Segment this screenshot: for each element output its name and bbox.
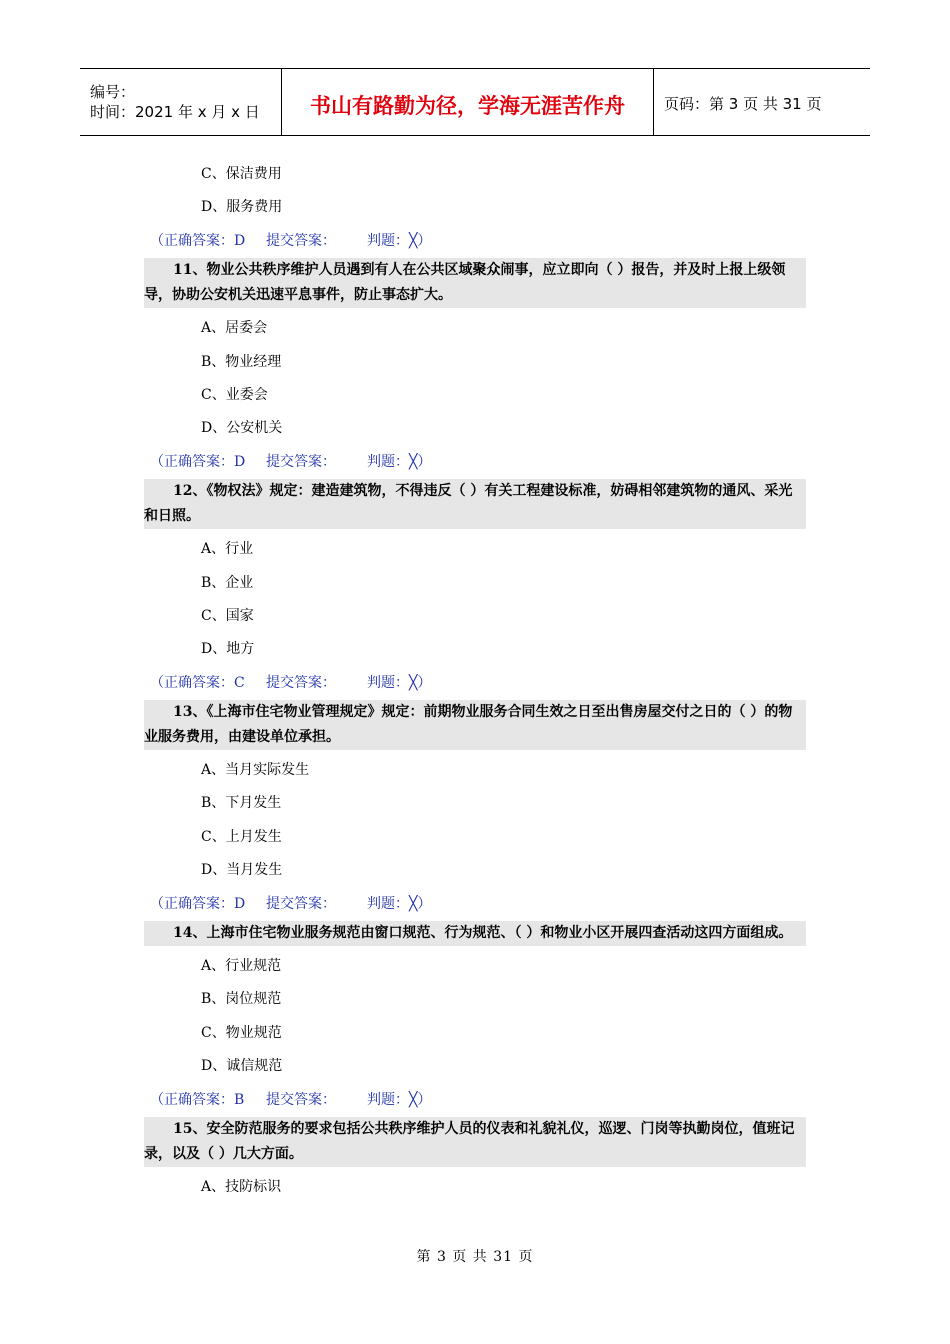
answer-option: C、业委会 [201,386,268,403]
correct-answer: （正确答案：D [150,895,246,912]
answer-option: B、物业经理 [201,353,282,370]
submitted-answer: 提交答案： [266,674,336,691]
header-motto: 书山有路勤为径，学海无涯苦作舟 [282,69,654,135]
judge-result: 判题：╳） [367,674,432,691]
submitted-answer: 提交答案： [266,895,336,912]
question-text: 14、上海市住宅物业服务规范由窗口规范、行为规范、（ ）和物业小区开展四查活动这四方面组成。 [144,921,806,946]
answer-option: A、行业 [201,541,254,558]
answer-option: D、地方 [201,641,255,658]
header-page-label: 页码：第 3 页 共 31 页 [664,94,822,113]
header-meta [80,69,282,135]
answer-option: C、物业规范 [201,1024,282,1041]
answer-result-line [144,446,806,479]
question-text: 12、《物权法》规定：建造建筑物，不得违反（ ）有关工程建设标准，妨碍相邻建筑物的通风、采光和日照。 [144,479,806,529]
correct-answer: （正确答案：C [150,674,245,691]
question-text: 11、物业公共秩序维护人员遇到有人在公共区域聚众闹事，应立即向（ ）报告，并及时上报上级领导，协助公安机关迅速平息事件，防止事态扩大。 [144,258,806,308]
submitted-answer: 提交答案： [266,453,336,470]
question-text: 13、《上海市住宅物业管理规定》规定：前期物业服务合同生效之日至出售房屋交付之日的（ ）的物业服务费用，由建设单位承担。 [144,700,806,750]
correct-answer: （正确答案：D [150,453,246,470]
time-label: 时间：2021 年 x 月 x 日 [90,103,260,121]
judge-result: 判题：╳） [367,232,432,249]
answer-option: B、企业 [201,574,254,591]
answer-option: D、诚信规范 [201,1058,283,1075]
answer-option: A、技防标识 [201,1178,282,1195]
answer-option: D、当月发生 [201,862,283,879]
judge-result: 判题：╳） [367,895,432,912]
question-list [144,158,806,1204]
answer-option: D、公安机关 [201,420,283,437]
answer-option: B、下月发生 [201,795,282,812]
answer-option: C、国家 [201,607,254,624]
correct-answer: （正确答案：D [150,232,246,249]
judge-result: 判题：╳） [367,453,432,470]
page-header [80,68,870,136]
answer-result-line [144,1084,806,1117]
answer-option: A、当月实际发生 [201,762,310,779]
answer-option: D、服务费用 [201,199,283,216]
answer-result-line [144,225,806,258]
answer-result-line [144,888,806,921]
number-label: 编号： [90,83,136,101]
submitted-answer: 提交答案： [266,232,336,249]
answer-option: B、岗位规范 [201,991,282,1008]
submitted-answer: 提交答案： [266,1091,336,1108]
answer-option: C、保洁费用 [201,166,282,182]
answer-option: A、行业规范 [201,958,282,975]
answer-option: C、上月发生 [201,828,282,845]
correct-answer: （正确答案：B [150,1091,245,1108]
judge-result: 判题：╳） [367,1091,432,1108]
answer-result-line [144,667,806,700]
answer-option: A、居委会 [201,320,268,337]
question-text: 15、安全防范服务的要求包括公共秩序维护人员的仪表和礼貌礼仪，巡逻、门岗等执勤岗位，值班记录，以及（ ）几大方面。 [144,1117,806,1167]
page-footer: 第 3 页 共 31 页 [416,1249,534,1265]
